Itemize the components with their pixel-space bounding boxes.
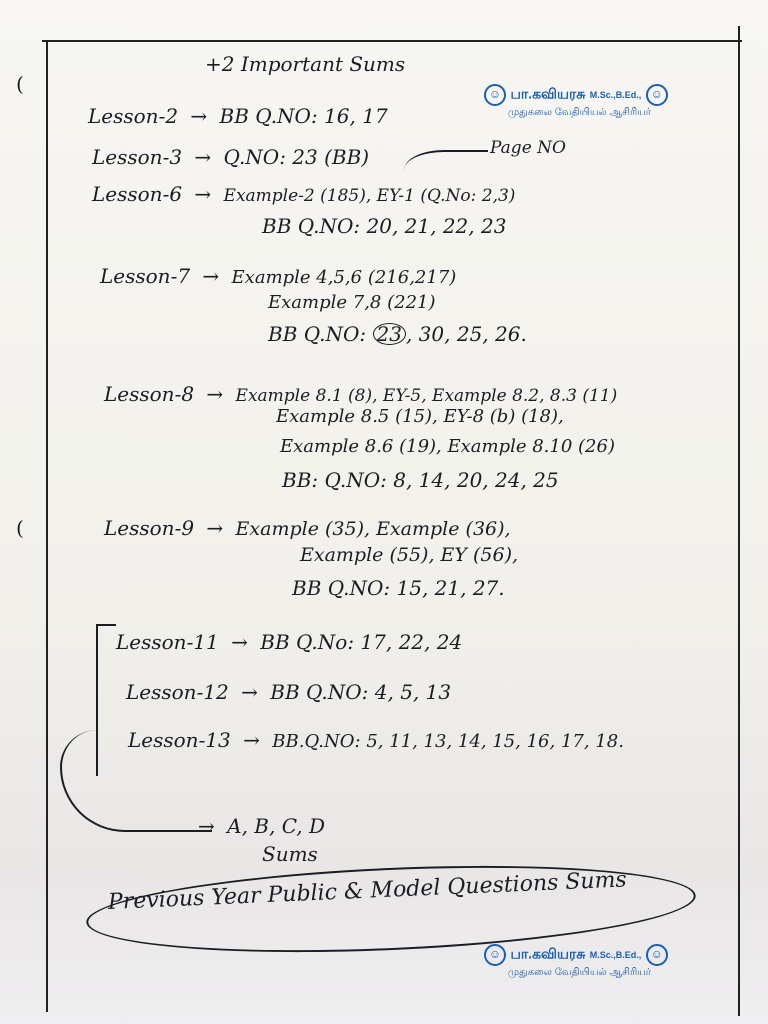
lesson-row [104,382,617,406]
lesson-detail: Example 8.5 (15), EY-8 (b) (18), [276,406,564,427]
arrow-icon: → [194,182,212,206]
stamp-name: பா.கவியரசு [510,945,586,962]
abcd-sums: Sums [262,842,318,866]
lesson-detail: Example-2 (185), EY-1 (Q.No: 2,3) [223,186,516,206]
lesson-detail: BB Q.NO: 4, 5, 13 [270,680,452,704]
smiley-icon: ☺ [646,84,668,106]
teacher-stamp-top [484,84,668,119]
lesson-label: Lesson-8 [104,382,195,406]
lesson-label: Lesson-12 [126,680,229,704]
lesson-row [92,182,515,206]
lesson-row [92,145,369,169]
lesson-detail: Example (55), EY (56), [300,544,519,566]
lesson-label: Lesson-2 [88,104,179,128]
page-border-right [738,26,740,1016]
lesson-detail: BB: Q.NO: 8, 14, 20, 24, 25 [282,468,559,492]
lesson-detail: Example 7,8 (221) [268,292,436,313]
page-border-left [46,40,48,1012]
stamp-designation: முதுகலை வேதியியல் ஆசிரியர் [508,967,651,978]
lesson-detail: BB Q.NO: 15, 21, 27. [292,576,505,600]
qno-list: , 30, 25, 26. [405,322,527,346]
lesson-row [100,264,456,288]
lesson-detail: Example 8.1 (8), EY-5, Example 8.2, 8.3 (11) [235,386,618,406]
lesson-detail: Example (35), Example (36), [235,518,511,540]
arrow-icon: → [202,264,220,288]
lesson-row [116,630,462,654]
lesson-detail: Example 4,5,6 (216,217) [231,267,457,288]
stamp-degree: M.Sc.,B.Ed., [589,950,642,960]
lesson-label: Lesson-13 [128,728,231,752]
lesson-label: Lesson-7 [100,264,191,288]
lesson-row [88,104,388,128]
lesson-detail [268,322,527,346]
arrow-icon: → [206,516,224,540]
smiley-icon: ☺ [484,84,506,106]
abcd-label: A, B, C, D [227,814,326,838]
arrow-icon: → [231,630,248,654]
lesson-detail: BB Q.NO: 20, 21, 22, 23 [262,214,507,238]
page-title: +2 Important Sums [205,52,406,76]
abcd-row [192,814,325,838]
lesson-label: Lesson-3 [92,145,183,169]
margin-mark: ( [16,72,24,96]
page-no-note: Page NO [490,138,566,158]
lesson-label: Lesson-11 [116,630,219,654]
lesson-detail: Q.NO: 23 (BB) [223,145,370,169]
lesson-row [128,728,624,752]
stamp-degree: M.Sc.,B.Ed., [589,90,642,100]
arrow-icon: → [206,382,224,406]
bb-qno-prefix: BB Q.NO: [268,322,367,346]
arrow-icon: → [194,145,212,169]
arrow-icon: → [190,104,208,128]
lesson-row [104,516,511,540]
lesson-label: Lesson-6 [92,182,183,206]
smiley-icon: ☺ [646,944,668,966]
smiley-icon: ☺ [484,944,506,966]
arrow-icon: → [198,814,215,838]
margin-mark: ( [16,516,24,540]
lesson-detail: BB Q.No: 17, 22, 24 [260,630,463,654]
lesson-row [126,680,451,704]
lesson-detail: BB.Q.NO: 5, 11, 13, 14, 15, 16, 17, 18. [272,731,624,752]
page-border-top [42,40,742,42]
previous-year-note: Previous Year Public & Model Questions Sums [107,867,628,915]
arrow-icon: → [243,728,260,752]
lesson-detail: Example 8.6 (19), Example 8.10 (26) [280,436,615,457]
arrow-icon: → [241,680,258,704]
lesson-label: Lesson-9 [104,516,195,540]
stamp-name: பா.கவியரசு [510,85,586,102]
stamp-designation: முதுகலை வேதியியல் ஆசிரியர் [508,107,651,118]
lesson-detail: BB Q.NO: 16, 17 [219,104,388,128]
circled-number: 23 [373,323,406,345]
teacher-stamp-bottom [484,944,668,979]
